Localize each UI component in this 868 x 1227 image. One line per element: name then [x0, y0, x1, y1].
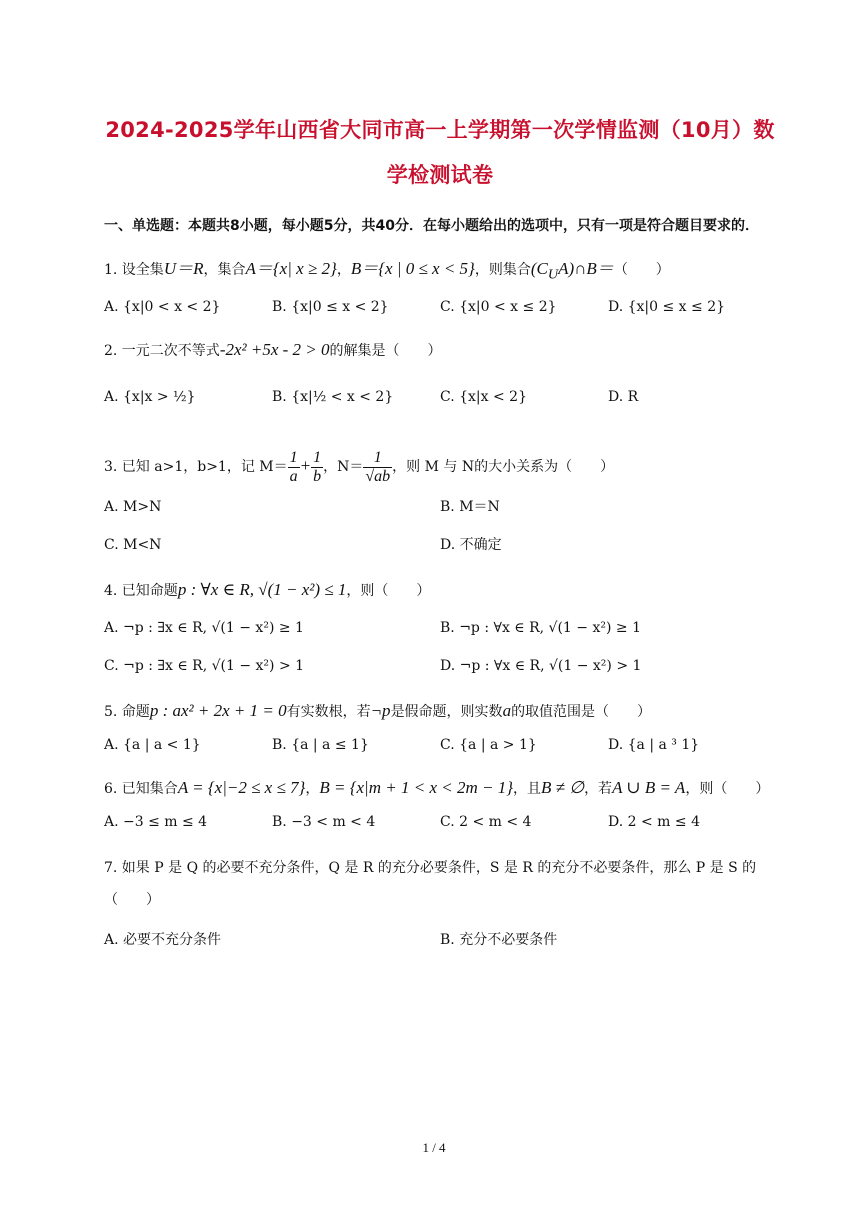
section-heading: 一、单选题：本题共8小题，每小题5分，共40分．在每小题给出的选项中，只有一项是符合题目要求的．: [104, 218, 759, 234]
option-d[interactable]: D. R: [608, 389, 639, 406]
option-b[interactable]: B. −3 < m < 4: [272, 814, 376, 831]
option-a[interactable]: A. 必要不充分条件: [104, 932, 222, 949]
option-d[interactable]: D. 不确定: [440, 537, 502, 554]
option-d[interactable]: D. {x|0 ≤ x ≤ 2}: [608, 299, 726, 316]
question-7-stem: 7. 如果 P 是 Q 的必要不充分条件，Q 是 R 的充分必要条件，S 是 R 的充分不必要条件，那么 P 是 S 的（ ）: [104, 860, 757, 909]
option-c[interactable]: C. {x|x < 2}: [440, 389, 527, 406]
math-set-a: A = {x|−2 ≤ x ≤ 7}: [177, 778, 306, 798]
math-set-a: A＝{x| x ≥ 2}: [245, 259, 337, 278]
option-c[interactable]: C. {x|0 < x ≤ 2}: [440, 299, 557, 316]
option-d[interactable]: D. 2 < m ≤ 4: [608, 814, 700, 831]
option-b[interactable]: B. {x|½ < x < 2}: [272, 389, 394, 406]
question-6: 6. 已知集合A = {x|−2 ≤ x ≤ 7}，B = {x|m + 1 < x < 2m − 1}，且B ≠ ∅，若A ∪ B = A，则（ ） A. −3 ≤ m ≤ 4 B. −3 < m < 4 C. 2 < m < 4 D. 2 < m ≤ 4: [104, 775, 776, 836]
option-c[interactable]: C. ¬p : ∃x ∈ R, √(1 − x²) > 1: [104, 658, 305, 675]
math-b-nonempty: B ≠ ∅: [541, 778, 585, 798]
question-4-options-row-1: [104, 614, 776, 642]
exam-title: 2024-2025学年山西省大同市高一上学期第一次学情监测（10月）数学检测试卷: [105, 118, 775, 187]
option-a[interactable]: A. {x|x > ½}: [104, 389, 196, 406]
option-c[interactable]: C. {a | a > 1}: [440, 737, 537, 754]
question-5: 5. 命题p : ax² + 2x + 1 = 0有实数根，若¬p是假命题，则实数a的取值范围是（ ） A. {a | a < 1} B. {a | a ≤ 1} C. {a | a > 1} D. {a | a ³ 1}: [104, 698, 776, 759]
question-4: 4. 已知命题p : ∀x ∈ R, √(1 − x²) ≤ 1，则（ ） A. ¬p : ∃x ∈ R, √(1 − x²) ≥ 1 B. ¬p : ∀x ∈ R, √(1 − x²) ≥ 1 C. ¬p : ∃x ∈ R, √(1 − x²) > 1 D. ¬p : ∀x ∈ R, √(1 − x²) > 1: [104, 577, 776, 680]
math-proposition-p: p : ∀x ∈ R, √(1 − x²) ≤ 1: [177, 580, 347, 600]
option-b[interactable]: B. 充分不必要条件: [440, 932, 558, 949]
math-union: A ∪ B = A: [612, 778, 686, 798]
math-universal-set: U＝R: [163, 259, 204, 278]
question-3-options-row-1: [104, 493, 776, 521]
option-a[interactable]: A. ¬p : ∃x ∈ R, √(1 − x²) ≥ 1: [104, 620, 304, 637]
math-complement: $(C_UA)\cap B=$: [530, 259, 614, 283]
question-7-options: [104, 926, 776, 954]
fraction-1-over-sqrt-ab: $\frac{1}{√ab}$: [365, 448, 391, 485]
question-6-options: [104, 808, 776, 836]
question-4-options-row-2: [104, 652, 776, 680]
question-1-options: [104, 293, 776, 321]
question-5-options: [104, 731, 776, 759]
question-3-options-row-2: [104, 531, 776, 559]
math-not-p: ¬p: [370, 701, 391, 721]
math-set-b: B＝{x | 0 ≤ x < 5}: [350, 259, 475, 278]
math-equation: p : ax² + 2x + 1 = 0: [149, 701, 287, 721]
question-2: 2. 一元二次不等式-2x² +5x - 2 > 0的解集是（ ） A. {x|x > ½} B. {x|½ < x < 2} C. {x|x < 2} D. R: [104, 337, 776, 420]
question-3: 3. 已知 a>1，b>1，记 M＝ $\frac{1}{a}$ + $\frac{1}{b}$ ，N＝ $\frac{1}{√ab}$ ，则 M 与 N的大小关系为（ ） A. M>N B. M＝N C. M<N D. 不确定: [104, 444, 776, 559]
option-a[interactable]: A. −3 ≤ m ≤ 4: [104, 814, 208, 831]
option-b[interactable]: B. {a | a ≤ 1}: [272, 737, 369, 754]
option-a[interactable]: A. {x|0 < x < 2}: [104, 299, 221, 316]
question-7: [104, 852, 776, 954]
fraction-1-over-a: $\frac{1}{a}$: [289, 448, 298, 485]
page-number: 1 / 4: [422, 1140, 446, 1155]
math-a: a: [502, 701, 512, 721]
option-b[interactable]: B. {x|0 ≤ x < 2}: [272, 299, 389, 316]
question-2-options: [104, 374, 776, 420]
option-c[interactable]: C. M<N: [104, 537, 162, 554]
option-b[interactable]: B. M＝N: [440, 499, 500, 516]
question-1: 1. 设全集U＝R，集合A＝{x| x ≥ 2}，B＝{x | 0 ≤ x < 5}，则集合$(C_UA)\cap B=$（ ） A. {x|0 < x < 2} B. {x|0 ≤ x < 2} C. {x|0 < x ≤ 2} D. {x|0 ≤ x ≤ 2}: [104, 256, 776, 321]
option-a[interactable]: A. M>N: [104, 499, 162, 516]
math-inequality: -2x² +5x - 2 > 0: [219, 340, 330, 360]
option-b[interactable]: B. ¬p : ∀x ∈ R, √(1 − x²) ≥ 1: [440, 620, 641, 637]
fraction-1-over-b: $\frac{1}{b}$: [313, 448, 322, 485]
option-d[interactable]: D. ¬p : ∀x ∈ R, √(1 − x²) > 1: [440, 658, 642, 675]
option-d[interactable]: D. {a | a ³ 1}: [608, 737, 700, 754]
math-set-b: B = {x|m + 1 < x < 2m − 1}: [319, 778, 514, 798]
option-a[interactable]: A. {a | a < 1}: [104, 737, 201, 754]
option-c[interactable]: C. 2 < m < 4: [440, 814, 532, 831]
